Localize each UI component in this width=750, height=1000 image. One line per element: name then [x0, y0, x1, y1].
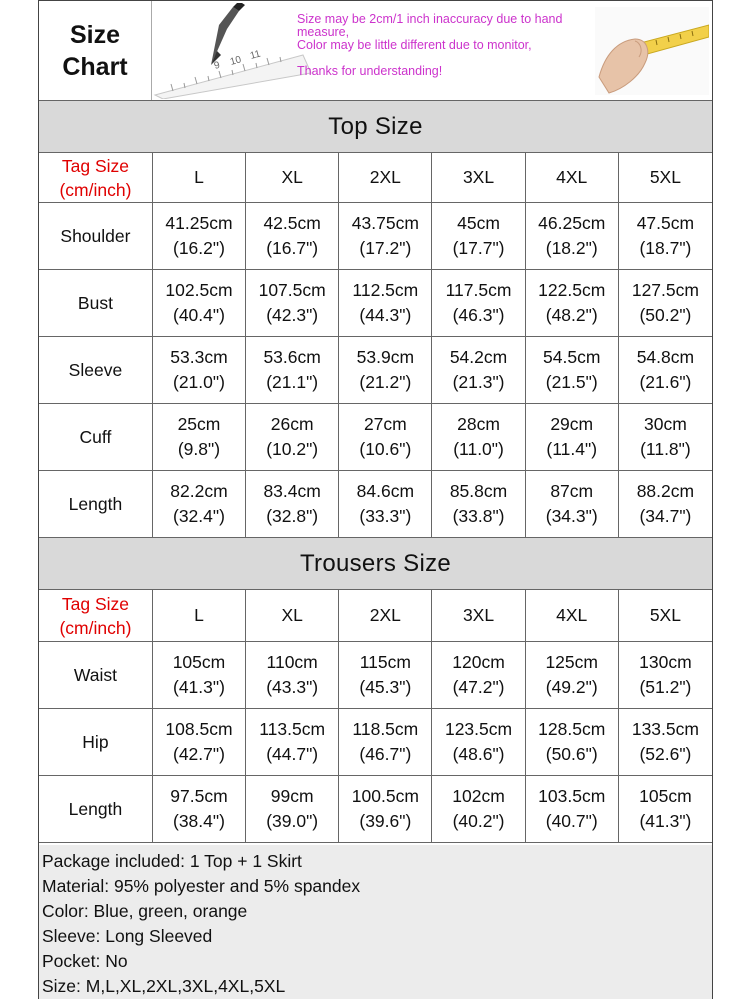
- measurement-cell: [339, 642, 432, 709]
- inch-value: (48.6"): [452, 744, 505, 764]
- measurement-cell: [432, 709, 525, 776]
- inch-value: (46.7"): [359, 744, 412, 764]
- cm-value: 54.5cm: [543, 347, 601, 367]
- measurement-cell: [526, 203, 619, 270]
- inch-value: (40.7"): [545, 811, 598, 831]
- top-size-2XL: 2XL: [339, 153, 432, 203]
- measurement-cell: [526, 270, 619, 337]
- trousers-size-2XL: 2XL: [339, 590, 432, 642]
- cm-value: 30cm: [644, 414, 687, 434]
- inch-value: (9.8"): [177, 439, 221, 459]
- measurement-cell: [246, 270, 339, 337]
- trousers-size-5XL: 5XL: [619, 590, 712, 642]
- measurement-cell: [619, 337, 712, 404]
- measurement-cell: [246, 776, 339, 843]
- measurement-cell: [432, 203, 525, 270]
- cm-value: 105cm: [639, 786, 692, 806]
- inch-value: (21.2"): [359, 372, 412, 392]
- inch-value: (32.4"): [173, 506, 225, 526]
- trousers-size-XL: XL: [246, 590, 339, 642]
- inch-value: (11.8"): [640, 439, 691, 459]
- measurement-cell: [526, 776, 619, 843]
- table-row: [39, 642, 712, 709]
- inch-value: (21.3"): [452, 372, 505, 392]
- measurement-cell: [526, 404, 619, 471]
- measurement-cell: [246, 203, 339, 270]
- cm-value: 83.4cm: [263, 481, 321, 501]
- inch-value: (49.2"): [545, 677, 598, 697]
- inch-value: (21.6"): [639, 372, 692, 392]
- measurement-label: Waist: [39, 642, 153, 709]
- tag-size-text: Tag Size: [61, 593, 129, 614]
- cm-value: 82.2cm: [170, 481, 228, 501]
- measurement-cell: [619, 642, 712, 709]
- trousers-tag-size-label: [39, 590, 153, 642]
- inch-value: (38.4"): [173, 811, 225, 831]
- ruler-number-11: 11: [248, 48, 262, 62]
- cm-value: 29cm: [550, 414, 594, 434]
- measurement-cell: [339, 270, 432, 337]
- info-package: Package included: 1 Top + 1 Skirt: [42, 851, 302, 871]
- inch-value: (39.0"): [266, 811, 319, 831]
- measurement-cell: [153, 203, 246, 270]
- table-row: [39, 337, 712, 404]
- info-pocket: Pocket: No: [42, 951, 128, 971]
- top-size-5XL: 5XL: [619, 153, 712, 203]
- cm-value: 84.6cm: [356, 481, 415, 501]
- measurement-cell: [246, 404, 339, 471]
- inch-value: (16.2"): [173, 238, 225, 258]
- table-row: [39, 203, 712, 270]
- inch-value: (47.2"): [452, 677, 505, 697]
- measurement-cell: [526, 642, 619, 709]
- measurement-cell: [619, 471, 712, 538]
- cm-value: 105cm: [172, 652, 226, 672]
- cm-value: 25cm: [177, 414, 221, 434]
- chart-title: [39, 1, 152, 100]
- chart-title-line-2: Chart: [62, 52, 128, 81]
- cm-value: 47.5cm: [636, 213, 695, 233]
- info-material: Material: 95% polyester and 5% spandex: [42, 876, 361, 896]
- cm-value: 102cm: [452, 786, 505, 806]
- inch-value: (21.5"): [545, 372, 598, 392]
- cm-value: 118.5cm: [352, 719, 419, 739]
- ruler-number-10: 10: [228, 54, 243, 68]
- inch-value: (39.6"): [359, 811, 412, 831]
- inch-value: (33.8"): [452, 506, 505, 526]
- measurement-cell: [526, 709, 619, 776]
- info-sleeve: Sleeve: Long Sleeved: [42, 926, 213, 946]
- measurement-cell: [432, 337, 525, 404]
- cm-value: 108.5cm: [165, 719, 233, 739]
- trousers-size-L: L: [153, 590, 246, 642]
- inch-value: (11.0"): [453, 439, 504, 459]
- measurement-cell: [153, 337, 246, 404]
- table-row: [39, 471, 712, 538]
- cm-value: 28cm: [457, 414, 500, 434]
- top-size-header-row: [39, 153, 712, 203]
- cm-value: 27cm: [363, 414, 407, 434]
- cm-value: 53.6cm: [263, 347, 321, 367]
- inch-value: (18.7"): [639, 238, 692, 258]
- measurement-cell: [526, 471, 619, 538]
- measurement-label: Length: [39, 471, 153, 538]
- inch-value: (45.3"): [359, 677, 412, 697]
- cm-value: 112.5cm: [352, 280, 419, 300]
- cm-value: 117.5cm: [445, 280, 512, 300]
- measurement-label: Length: [39, 776, 153, 843]
- measurement-cell: [432, 642, 525, 709]
- note-line-2: Color may be little different due to monitor,: [297, 38, 532, 52]
- measurement-cell: [339, 709, 432, 776]
- inch-value: (43.3"): [266, 677, 319, 697]
- measurement-label: Hip: [39, 709, 153, 776]
- cm-value: 102.5cm: [165, 280, 233, 300]
- inch-value: (40.4"): [173, 305, 225, 325]
- measurement-cell: [339, 471, 432, 538]
- inch-value: (21.1"): [266, 372, 319, 392]
- inch-value: (16.7"): [266, 238, 319, 258]
- measurement-cell: [526, 337, 619, 404]
- table-row: [39, 404, 712, 471]
- measurement-cell: [246, 709, 339, 776]
- inch-value: (11.4"): [546, 439, 598, 459]
- cm-value: 26cm: [270, 414, 314, 434]
- cm-value: 42.5cm: [263, 213, 321, 233]
- measurement-cell: [153, 404, 246, 471]
- cm-value: 107.5cm: [258, 280, 326, 300]
- inch-value: (41.3"): [639, 811, 692, 831]
- measurement-cell: [432, 270, 525, 337]
- cm-value: 53.9cm: [356, 347, 415, 367]
- measurement-cell: [339, 404, 432, 471]
- inch-value: (17.7"): [452, 238, 505, 258]
- measurement-cell: [246, 471, 339, 538]
- info-sizes: Size: M,L,XL,2XL,3XL,4XL,5XL: [42, 976, 286, 996]
- measurement-cell: [153, 776, 246, 843]
- cm-value: 122.5cm: [538, 280, 606, 300]
- note-line-1: Size may be 2cm/1 inch inaccuracy due to hand measure,: [297, 12, 563, 39]
- product-info: [39, 845, 712, 999]
- inch-value: (50.2"): [639, 305, 692, 325]
- cm-value: 45cm: [457, 213, 500, 233]
- measurement-cell: [619, 776, 712, 843]
- top-size-L: L: [153, 153, 246, 203]
- cm-value: 115cm: [359, 652, 411, 672]
- cm-value: 100.5cm: [351, 786, 419, 806]
- measurement-cell: [432, 776, 525, 843]
- top-size-title: Top Size: [39, 101, 712, 153]
- inch-value: (42.7"): [173, 744, 225, 764]
- inch-value: (44.3"): [359, 305, 412, 325]
- top-tag-size-label: [39, 153, 153, 203]
- measurement-label: Sleeve: [39, 337, 153, 404]
- cm-value: 54.2cm: [449, 347, 508, 367]
- inch-value: (21.0"): [173, 372, 225, 392]
- note-line-3: Thanks for understanding!: [297, 64, 443, 78]
- top-size-3XL: 3XL: [432, 153, 525, 203]
- measurement-cell: [619, 404, 712, 471]
- top-size-4XL: 4XL: [526, 153, 619, 203]
- measurement-cell: [432, 404, 525, 471]
- inch-value: (50.6"): [545, 744, 598, 764]
- tag-unit-text: (cm/inch): [59, 179, 132, 200]
- measurement-label: Cuff: [39, 404, 153, 471]
- cm-value: 99cm: [270, 786, 314, 806]
- size-chart: [38, 0, 713, 999]
- cm-value: 88.2cm: [636, 481, 695, 501]
- inch-value: (18.2"): [545, 238, 598, 258]
- measurement-cell: [339, 337, 432, 404]
- cm-value: 127.5cm: [631, 280, 699, 300]
- inch-value: (10.2"): [266, 439, 319, 459]
- inch-value: (34.7"): [639, 506, 692, 526]
- cm-value: 41.25cm: [165, 213, 233, 233]
- size-chart-header: [39, 1, 712, 101]
- measurement-notes: [297, 13, 597, 91]
- chart-title-line-1: Size: [69, 20, 121, 49]
- trousers-size-4XL: 4XL: [526, 590, 619, 642]
- measurement-cell: [153, 270, 246, 337]
- measurement-cell: [619, 270, 712, 337]
- cm-value: 87cm: [550, 481, 594, 501]
- inch-value: (33.3"): [359, 506, 412, 526]
- inch-value: (48.2"): [545, 305, 598, 325]
- measurement-cell: [432, 471, 525, 538]
- inch-value: (40.2"): [452, 811, 505, 831]
- inch-value: (52.6"): [639, 744, 692, 764]
- cm-value: 46.25cm: [538, 213, 606, 233]
- cm-value: 53.3cm: [170, 347, 228, 367]
- inch-value: (34.3"): [545, 506, 598, 526]
- top-size-XL: XL: [246, 153, 339, 203]
- inch-value: (51.2"): [639, 677, 692, 697]
- info-color: Color: Blue, green, orange: [42, 901, 248, 921]
- cm-value: 113.5cm: [259, 719, 326, 739]
- ruler-number-9: 9: [212, 59, 222, 72]
- measurement-cell: [246, 337, 339, 404]
- cm-value: 133.5cm: [631, 719, 699, 739]
- measurement-cell: [153, 709, 246, 776]
- inch-value: (32.8"): [266, 506, 319, 526]
- cm-value: 130cm: [639, 652, 692, 672]
- cm-value: 43.75cm: [351, 213, 419, 233]
- tag-unit-text: (cm/inch): [59, 617, 132, 638]
- inch-value: (41.3"): [173, 677, 225, 697]
- measurement-cell: [619, 709, 712, 776]
- cm-value: 97.5cm: [170, 786, 228, 806]
- tag-size-text: Tag Size: [61, 155, 129, 176]
- measurement-cell: [153, 642, 246, 709]
- cm-value: 103.5cm: [538, 786, 606, 806]
- cm-value: 85.8cm: [449, 481, 508, 501]
- table-row: [39, 270, 712, 337]
- table-row: [39, 709, 712, 776]
- measurement-cell: [246, 642, 339, 709]
- cm-value: 128.5cm: [538, 719, 606, 739]
- measurement-label: Shoulder: [39, 203, 153, 270]
- measurement-cell: [339, 776, 432, 843]
- cm-value: 125cm: [545, 652, 598, 672]
- cm-value: 110cm: [266, 652, 318, 672]
- measurement-cell: [619, 203, 712, 270]
- ruler-pen-illustration: [153, 3, 313, 99]
- inch-value: (10.6"): [359, 439, 412, 459]
- inch-value: (17.2"): [359, 238, 412, 258]
- inch-value: (46.3"): [452, 305, 505, 325]
- inch-value: (42.3"): [266, 305, 319, 325]
- measurement-label: Bust: [39, 270, 153, 337]
- cm-value: 120cm: [452, 652, 505, 672]
- cm-value: 54.8cm: [636, 347, 695, 367]
- measurement-cell: [153, 471, 246, 538]
- inch-value: (44.7"): [266, 744, 319, 764]
- table-row: [39, 776, 712, 843]
- trousers-size-3XL: 3XL: [432, 590, 525, 642]
- trousers-size-header-row: [39, 590, 712, 642]
- trousers-size-title: Trousers Size: [39, 538, 712, 590]
- cm-value: 123.5cm: [444, 719, 513, 739]
- measurement-cell: [339, 203, 432, 270]
- hand-tape-measure-illustration: [595, 7, 709, 95]
